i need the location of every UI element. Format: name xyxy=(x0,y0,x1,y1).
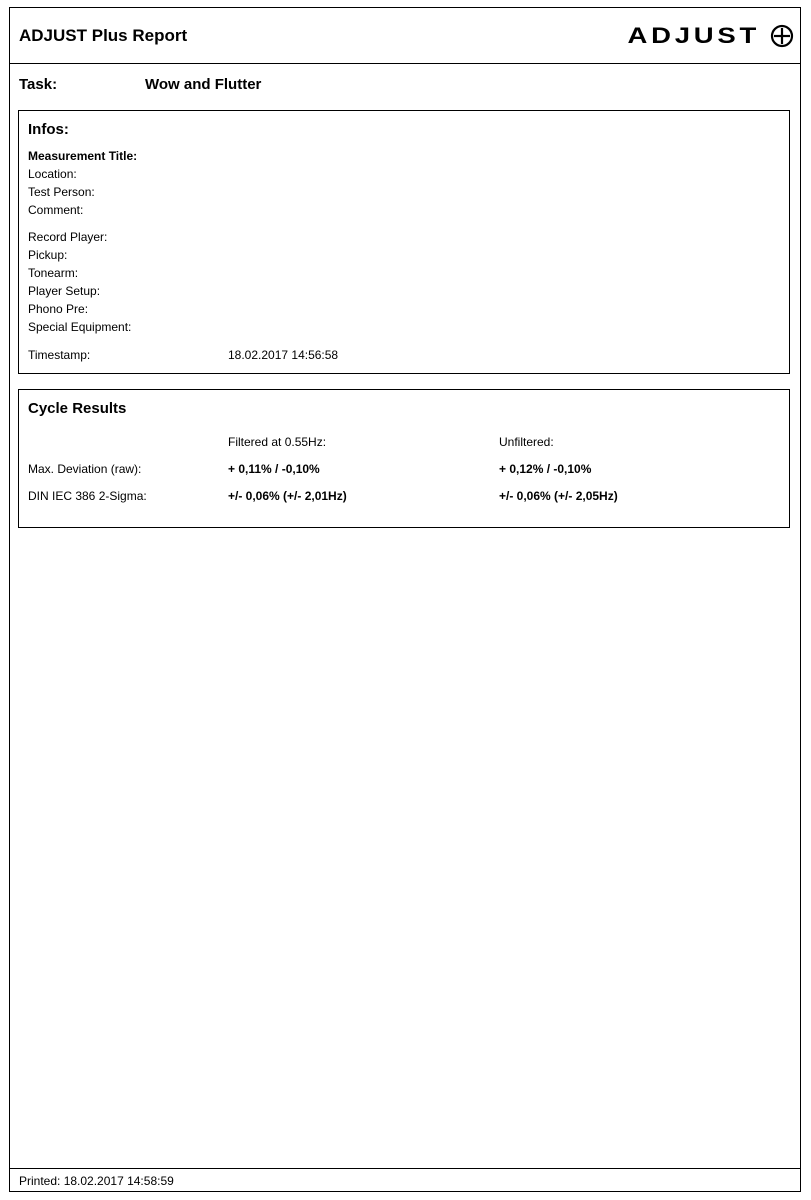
din-sigma-filtered: +/- 0,06% (+/- 2,01Hz) xyxy=(228,489,347,503)
logo-text: ADJUST xyxy=(627,23,760,48)
cycle-results-title: Cycle Results xyxy=(28,400,127,417)
circle-plus-icon xyxy=(770,24,794,48)
player-setup-label: Player Setup: xyxy=(28,284,101,298)
timestamp-value: 18.02.2017 14:56:58 xyxy=(228,348,339,362)
max-deviation-unfiltered: + 0,12% / -0,10% xyxy=(499,462,592,476)
report-title: ADJUST Plus Report xyxy=(19,26,188,45)
infos-title: Infos: xyxy=(28,121,69,138)
din-sigma-label: DIN IEC 386 2-Sigma: xyxy=(28,489,147,503)
report-page xyxy=(9,7,801,1192)
report-header xyxy=(10,8,800,64)
test-person-label: Test Person: xyxy=(28,185,95,199)
printed-timestamp: Printed: 18.02.2017 14:58:59 xyxy=(19,1174,174,1188)
tonearm-label: Tonearm: xyxy=(28,266,79,280)
task-label: Task: xyxy=(19,76,58,93)
comment-label: Comment: xyxy=(28,203,84,217)
timestamp-label: Timestamp: xyxy=(28,348,91,362)
max-deviation-filtered: + 0,11% / -0,10% xyxy=(228,462,320,476)
pickup-label: Pickup: xyxy=(28,248,68,262)
unfiltered-column-header: Unfiltered: xyxy=(499,435,554,449)
location-label: Location: xyxy=(28,167,77,181)
record-player-label: Record Player: xyxy=(28,230,108,244)
footer-divider xyxy=(10,1168,800,1169)
adjust-logo xyxy=(627,22,794,50)
cycle-results-section xyxy=(18,389,790,528)
measurement-title-label: Measurement Title: xyxy=(28,149,138,163)
phono-pre-label: Phono Pre: xyxy=(28,302,89,316)
filtered-column-header: Filtered at 0.55Hz: xyxy=(228,435,327,449)
task-value: Wow and Flutter xyxy=(145,76,262,93)
special-equipment-label: Special Equipment: xyxy=(28,320,132,334)
max-deviation-label: Max. Deviation (raw): xyxy=(28,462,142,476)
din-sigma-unfiltered: +/- 0,06% (+/- 2,05Hz) xyxy=(499,489,618,503)
infos-section xyxy=(18,110,790,374)
